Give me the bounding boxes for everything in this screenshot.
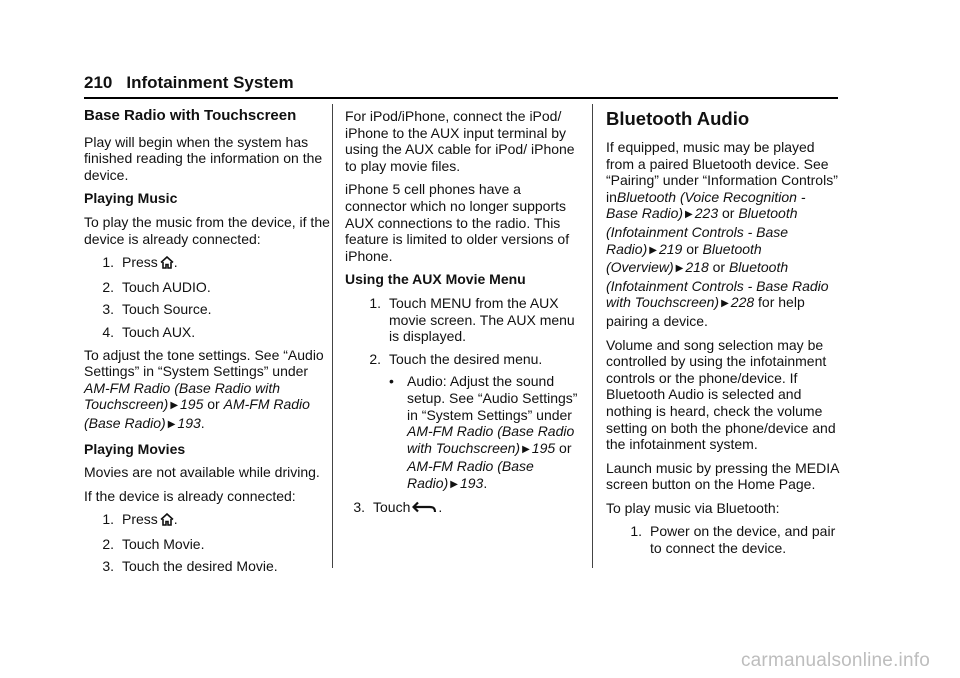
- text: If equipped, music may be played from a paired Bluetooth device. See “Pairing” under “Information Controls” in: [606, 139, 838, 205]
- page-ref: 219: [658, 240, 683, 257]
- subheading: Playing Music: [84, 190, 178, 207]
- step-end: .: [173, 511, 178, 528]
- cross-reference: Bluetooth (Infotainment Controls - Base Radio with Touchscreen): [606, 259, 829, 311]
- page-ref: 195: [531, 439, 556, 456]
- paragraph: If the device is already connected:: [84, 487, 296, 504]
- paragraph: To play the music from the device, if the device is already connected:: [84, 213, 330, 247]
- column-1: [84, 108, 330, 581]
- cross-reference: Bluetooth (Voice Recognition - Base Radio): [606, 188, 806, 222]
- cross-reference: AM-FM Radio (Base Radio): [407, 458, 534, 491]
- paragraph: For iPod/iPhone, connect the iPod/ iPhone to the AUX input terminal by using the AUX cable for iPod/ iPhone to play movie files.: [345, 108, 575, 174]
- step-number: 2.: [369, 350, 381, 367]
- page-ref: 228: [730, 294, 755, 311]
- page-reference-arrow-icon: ▶: [685, 209, 693, 221]
- step-number: 1.: [102, 254, 114, 271]
- page-reference-arrow-icon: ▶: [522, 443, 530, 455]
- step-item: [606, 523, 840, 556]
- step-end: .: [438, 499, 443, 516]
- page-reference-arrow-icon: ▶: [721, 298, 729, 310]
- subheading: Playing Movies: [84, 440, 186, 457]
- text: .: [483, 474, 488, 491]
- step-item: [84, 254, 330, 273]
- paragraph: Volume and song selection may be controlled by using the infotainment controls or the phone/device. If Bluetooth Audio is selected and nothing is heard, check the volume setting on both the phone/device and the infotainment system.: [606, 336, 836, 453]
- step-text: Touch: [373, 499, 411, 516]
- section-heading: Bluetooth Audio: [606, 108, 750, 129]
- paragraph: Movies are not available while driving.: [84, 464, 320, 481]
- step-end: .: [173, 254, 178, 271]
- column-2: [345, 108, 585, 524]
- paragraph: iPhone 5 cell phones have a connector which no longer supports AUX connections to the radio. This feature is limited to older versions of iPhone.: [345, 181, 570, 264]
- text: To adjust the tone settings. See “Audio Settings” in “System Settings” under: [84, 346, 324, 380]
- step-number: 3.: [102, 558, 114, 575]
- step-item: [84, 324, 330, 341]
- subheading: Using the AUX Movie Menu: [345, 271, 526, 288]
- bullet-mark: •: [389, 373, 394, 390]
- page-ref: 195: [180, 396, 204, 413]
- step-item: [345, 295, 585, 345]
- text: or: [682, 240, 703, 257]
- column-divider-2: [592, 104, 593, 568]
- text: .: [200, 414, 205, 431]
- text: or: [718, 205, 739, 222]
- step-number: 1.: [369, 294, 381, 311]
- page-ref: 193: [177, 414, 201, 431]
- page-reference-arrow-icon: ▶: [450, 478, 458, 490]
- paragraph: To play music via Bluetooth:: [606, 499, 780, 516]
- paragraph: [84, 347, 330, 434]
- step-text: Touch AUX.: [122, 323, 196, 340]
- step-item: [84, 301, 330, 318]
- page-ref: 193: [459, 474, 484, 491]
- step-text: Power on the device, and pair to connect the device.: [650, 523, 836, 557]
- page-ref: 223: [694, 205, 719, 222]
- cross-reference: Bluetooth (Overview): [606, 240, 762, 276]
- step-number: 4.: [102, 323, 114, 340]
- page-number: 210: [84, 73, 113, 92]
- home-icon: [160, 513, 174, 530]
- section-title: Infotainment System: [126, 73, 294, 92]
- step-text: Touch the desired Movie.: [122, 558, 278, 575]
- step-number: 2.: [102, 535, 114, 552]
- back-arrow-icon: [412, 501, 438, 518]
- paragraph: Launch music by pressing the MEDIA screen button on the Home Page.: [606, 459, 839, 493]
- paragraph: [606, 139, 840, 330]
- page-reference-arrow-icon: ▶: [167, 418, 176, 430]
- column-3: [606, 108, 840, 563]
- step-text: Press: [122, 511, 158, 528]
- home-icon: [160, 256, 174, 273]
- page-reference-arrow-icon: ▶: [170, 400, 179, 412]
- step-item: [84, 536, 330, 553]
- text: or: [203, 396, 224, 413]
- step-item: [84, 558, 330, 575]
- cross-reference: AM-FM Radio (Base Radio with Touchscreen): [407, 423, 575, 456]
- page-reference-arrow-icon: ▶: [649, 244, 657, 256]
- step-text: Touch Source.: [122, 301, 212, 318]
- step-text: Touch Movie.: [122, 535, 205, 552]
- header-rule: [84, 97, 838, 99]
- step-number: 1.: [630, 523, 642, 540]
- step-number: 2.: [102, 278, 114, 295]
- page-reference-arrow-icon: ▶: [675, 263, 684, 275]
- cross-reference: Bluetooth (Infotainment Controls - Base Radio): [606, 205, 798, 257]
- step-text: Touch the desired menu.: [389, 350, 543, 367]
- watermark: carmanualsonline.info: [740, 650, 930, 671]
- text: or: [708, 259, 729, 276]
- text: Audio: Adjust the sound setup. See “Audio Settings” in “System Settings” under: [407, 373, 578, 423]
- page-header: [84, 73, 294, 93]
- step-number: 3.: [353, 499, 365, 516]
- section-heading: Base Radio with Touchscreen: [84, 107, 297, 124]
- step-item: [345, 351, 585, 368]
- paragraph: Play will begin when the system has finished reading the information on the device.: [84, 133, 323, 183]
- step-item: [84, 279, 330, 296]
- step-item: [345, 499, 585, 518]
- step-text: Press: [122, 254, 158, 271]
- step-text: Touch MENU from the AUX movie screen. The AUX menu is displayed.: [389, 294, 575, 345]
- step-number: 3.: [102, 301, 114, 318]
- step-text: Touch AUDIO.: [122, 278, 211, 295]
- text: or: [555, 439, 572, 456]
- bullet-item: [345, 373, 585, 493]
- step-number: 1.: [102, 511, 114, 528]
- cross-reference: AM-FM Radio (Base Radio with Touchscreen): [84, 379, 281, 413]
- text: for help pairing a device.: [606, 294, 805, 329]
- step-item: [84, 511, 330, 530]
- column-divider-1: [332, 104, 333, 568]
- page-ref: 218: [685, 259, 709, 276]
- cross-reference: AM-FM Radio (Base Radio): [84, 396, 310, 431]
